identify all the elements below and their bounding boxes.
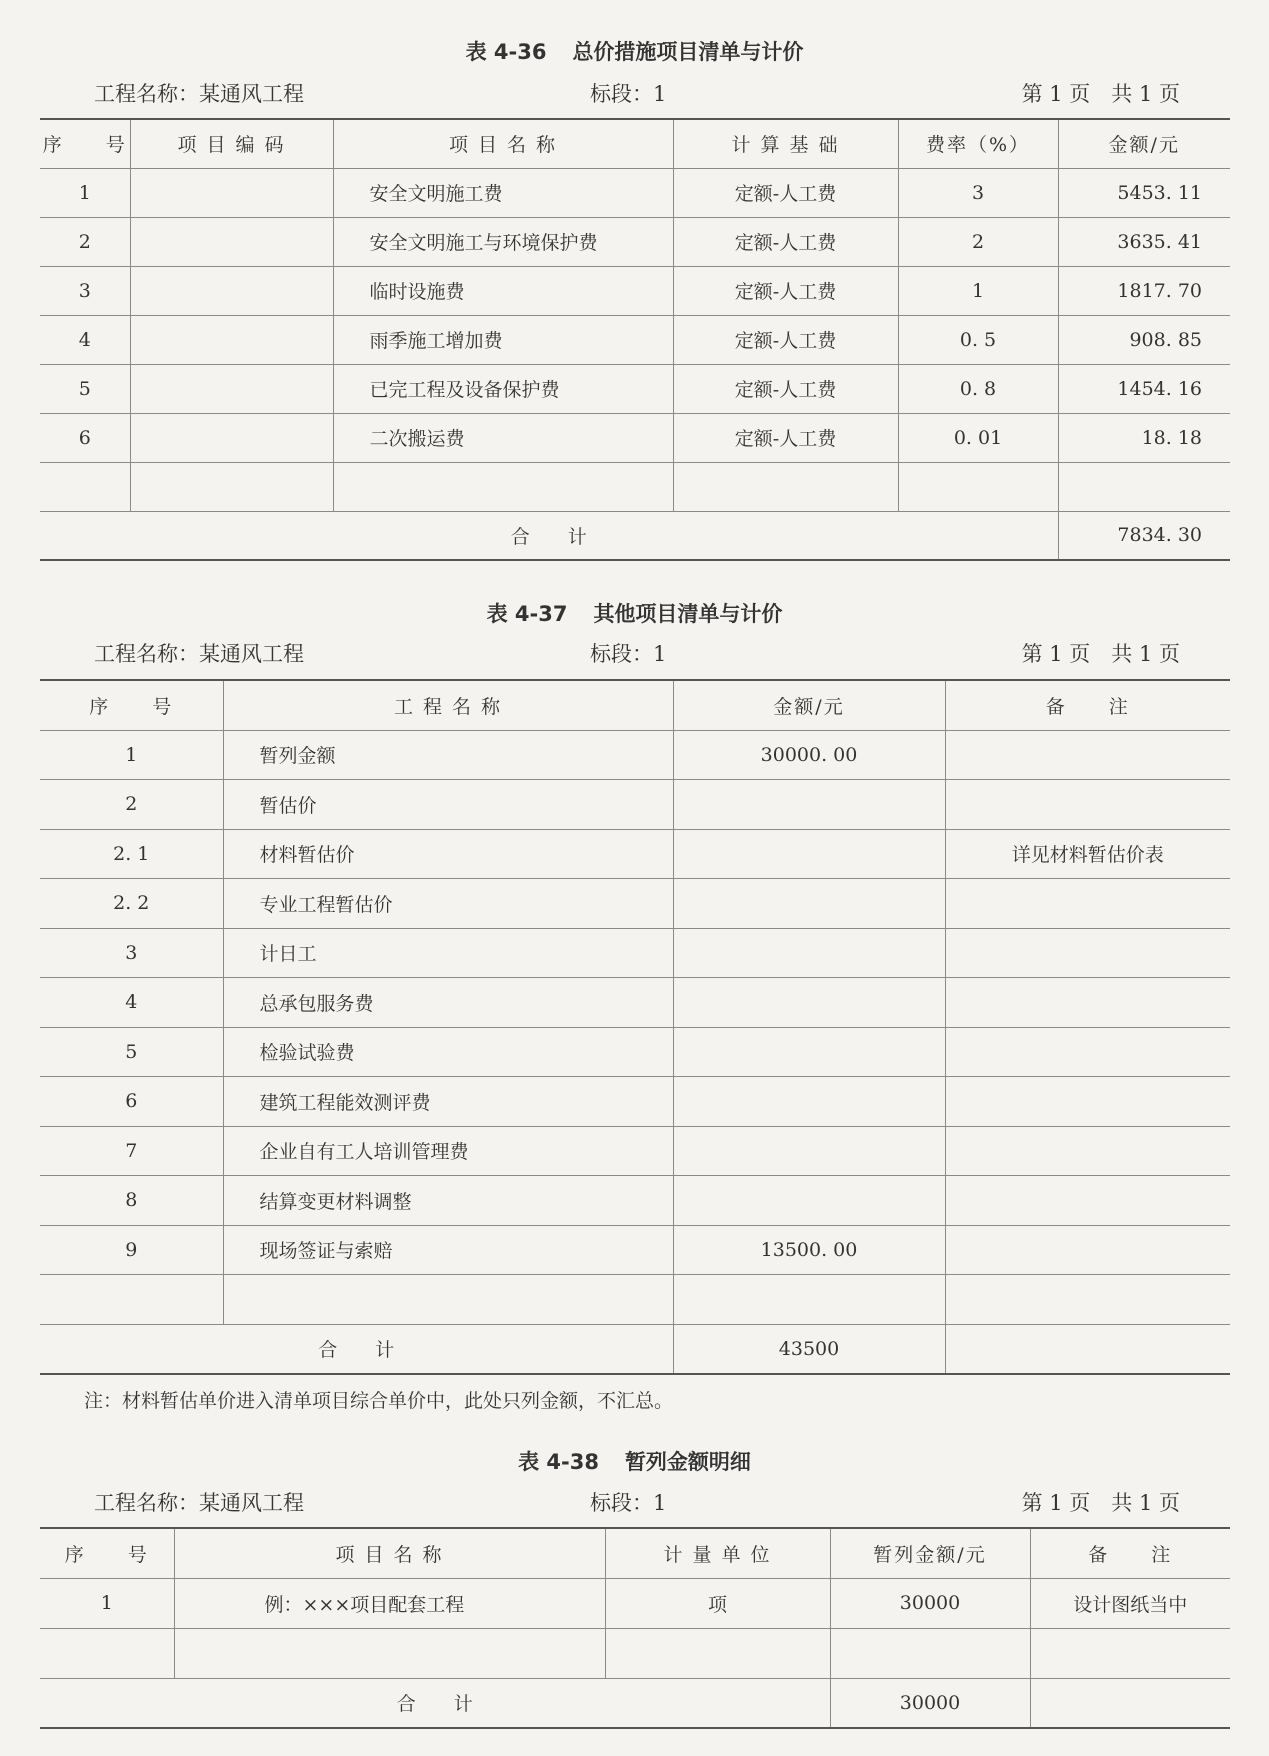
table-row	[40, 1176, 1230, 1226]
row-name: 雨季施工增加费	[333, 315, 673, 364]
row-name: 安全文明施工费	[333, 168, 673, 217]
row-no: 4	[40, 315, 130, 364]
row-amount: 5453. 11	[1058, 168, 1230, 217]
row-name: 暂列金额	[223, 730, 673, 780]
row-name: 安全文明施工与环境保护费	[333, 217, 673, 266]
row-amount: 908. 85	[1058, 315, 1230, 364]
table-row	[40, 364, 1230, 413]
row-remark	[945, 1126, 1230, 1176]
table38-header-amount: 暂列金额/元	[830, 1528, 1030, 1578]
row-name: 结算变更材料调整	[223, 1176, 673, 1226]
table-row	[40, 829, 1230, 879]
row-rate: 0. 8	[898, 364, 1058, 413]
row-base: 定额-人工费	[673, 168, 898, 217]
row-no: 3	[40, 266, 130, 315]
row-name: 已完工程及设备保护费	[333, 364, 673, 413]
row-no: 3	[40, 928, 223, 978]
row-amount: 30000. 00	[673, 730, 945, 780]
row-remark	[945, 1225, 1230, 1275]
table36-caption	[0, 36, 1269, 66]
table-row	[40, 978, 1230, 1028]
row-remark	[945, 780, 1230, 830]
table-row	[40, 1578, 1230, 1628]
table36-total-row	[40, 511, 1230, 560]
table38-total-amount: 30000	[830, 1678, 1030, 1728]
table36-caption-title: 总价措施项目清单与计价	[572, 40, 804, 64]
row-unit: 项	[605, 1578, 830, 1628]
table37-project-name: 工程名称：某通风工程	[94, 642, 304, 666]
row-no: 2. 2	[40, 879, 223, 929]
table-row	[40, 217, 1230, 266]
table38	[40, 1527, 1230, 1729]
row-amount: 30000	[830, 1578, 1030, 1628]
row-code	[130, 364, 333, 413]
table38-caption-title: 暂列金额明细	[624, 1450, 751, 1474]
table36-header-row	[40, 119, 1230, 168]
table-row-empty	[40, 1628, 1230, 1678]
row-no: 2	[40, 217, 130, 266]
row-remark	[945, 978, 1230, 1028]
table-row	[40, 1126, 1230, 1176]
row-code	[130, 168, 333, 217]
table-row	[40, 879, 1230, 929]
row-rate: 3	[898, 168, 1058, 217]
row-no: 5	[40, 364, 130, 413]
row-amount: 1817. 70	[1058, 266, 1230, 315]
table38-header-no: 序 号	[40, 1528, 174, 1578]
row-name: 检验试验费	[223, 1027, 673, 1077]
table36-page-number: 第 1 页 共 1 页	[1021, 82, 1180, 106]
table38-page-number: 第 1 页 共 1 页	[1021, 1491, 1180, 1515]
table37-header-remark: 备 注	[945, 680, 1230, 730]
table37	[40, 679, 1230, 1375]
row-remark	[945, 928, 1230, 978]
row-amount	[673, 1126, 945, 1176]
row-name: 企业自有工人培训管理费	[223, 1126, 673, 1176]
row-no: 6	[40, 1077, 223, 1127]
row-remark	[945, 1176, 1230, 1226]
table36-header-no: 序 号	[40, 119, 130, 168]
row-amount	[673, 879, 945, 929]
table36-header-name: 项 目 名 称	[333, 119, 673, 168]
table38-header-name: 项 目 名 称	[174, 1528, 605, 1578]
row-remark: 详见材料暂估价表	[945, 829, 1230, 879]
row-base: 定额-人工费	[673, 315, 898, 364]
table36-meta	[94, 78, 1180, 108]
table37-total-label: 合 计	[40, 1324, 673, 1374]
table37-total-amount: 43500	[673, 1324, 945, 1374]
table37-note: 注：材料暂估单价进入清单项目综合单价中，此处只列金额，不汇总。	[84, 1390, 674, 1412]
table38-total-row	[40, 1678, 1230, 1728]
table-row	[40, 266, 1230, 315]
table38-header-remark: 备 注	[1030, 1528, 1230, 1578]
row-no: 6	[40, 413, 130, 462]
table38-total-label: 合 计	[40, 1678, 830, 1728]
table36-header-base: 计 算 基 础	[673, 119, 898, 168]
table37-page-number: 第 1 页 共 1 页	[1021, 642, 1180, 666]
row-no: 1	[40, 1578, 174, 1628]
table36-caption-number: 表 4-36	[465, 40, 547, 64]
row-code	[130, 315, 333, 364]
table37-header-no: 序 号	[40, 680, 223, 730]
table38-caption-number: 表 4-38	[518, 1450, 599, 1474]
row-no: 1	[40, 730, 223, 780]
table-row	[40, 1077, 1230, 1127]
row-base: 定额-人工费	[673, 413, 898, 462]
row-base: 定额-人工费	[673, 266, 898, 315]
row-rate: 2	[898, 217, 1058, 266]
table36-section: 标段：1	[590, 82, 667, 106]
table38-section: 标段：1	[590, 1491, 667, 1515]
row-base: 定额-人工费	[673, 364, 898, 413]
row-name: 例：×××项目配套工程	[174, 1578, 605, 1628]
row-code	[130, 217, 333, 266]
row-no: 7	[40, 1126, 223, 1176]
row-base: 定额-人工费	[673, 217, 898, 266]
table-row	[40, 1027, 1230, 1077]
table37-caption	[0, 598, 1269, 628]
row-remark: 设计图纸当中	[1030, 1578, 1230, 1628]
row-rate: 0. 01	[898, 413, 1058, 462]
row-no: 5	[40, 1027, 223, 1077]
row-no: 8	[40, 1176, 223, 1226]
table36-total-label: 合 计	[40, 511, 1058, 560]
row-amount	[673, 829, 945, 879]
row-amount	[673, 1027, 945, 1077]
row-name: 现场签证与索赔	[223, 1225, 673, 1275]
table-row	[40, 730, 1230, 780]
table-row	[40, 413, 1230, 462]
table36-header-code: 项 目 编 码	[130, 119, 333, 168]
row-amount: 13500. 00	[673, 1225, 945, 1275]
row-rate: 1	[898, 266, 1058, 315]
table36-header-amount: 金额/元	[1058, 119, 1230, 168]
table37-caption-number: 表 4-37	[486, 602, 568, 626]
row-name: 材料暂估价	[223, 829, 673, 879]
table37-caption-title: 其他项目清单与计价	[593, 602, 783, 626]
row-name: 建筑工程能效测评费	[223, 1077, 673, 1127]
table37-meta	[94, 638, 1180, 668]
table36-header-rate: 费率（%）	[898, 119, 1058, 168]
row-name: 临时设施费	[333, 266, 673, 315]
row-amount	[673, 978, 945, 1028]
row-amount	[673, 780, 945, 830]
table-row	[40, 168, 1230, 217]
table-row	[40, 1225, 1230, 1275]
row-name: 暂估价	[223, 780, 673, 830]
table-row	[40, 315, 1230, 364]
row-amount	[673, 1077, 945, 1127]
row-remark	[945, 730, 1230, 780]
row-name: 总承包服务费	[223, 978, 673, 1028]
table36-total-amount: 7834. 30	[1058, 511, 1230, 560]
row-code	[130, 266, 333, 315]
table36	[40, 118, 1230, 561]
row-amount: 3635. 41	[1058, 217, 1230, 266]
table38-header-unit: 计 量 单 位	[605, 1528, 830, 1578]
table-row-empty	[40, 462, 1230, 511]
table37-total-row	[40, 1324, 1230, 1374]
table-row-empty	[40, 1275, 1230, 1325]
row-no: 4	[40, 978, 223, 1028]
row-remark	[945, 1077, 1230, 1127]
row-no: 2. 1	[40, 829, 223, 879]
row-amount	[673, 928, 945, 978]
row-amount	[673, 1176, 945, 1226]
table36-project-name: 工程名称：某通风工程	[94, 82, 304, 106]
table38-meta	[94, 1487, 1180, 1517]
table37-header-amount: 金额/元	[673, 680, 945, 730]
row-code	[130, 413, 333, 462]
table37-section: 标段：1	[590, 642, 667, 666]
row-no: 9	[40, 1225, 223, 1275]
row-no: 1	[40, 168, 130, 217]
row-name: 专业工程暂估价	[223, 879, 673, 929]
table37-header-name: 工 程 名 称	[223, 680, 673, 730]
table38-caption	[0, 1446, 1269, 1476]
row-amount: 1454. 16	[1058, 364, 1230, 413]
row-name: 计日工	[223, 928, 673, 978]
row-rate: 0. 5	[898, 315, 1058, 364]
table-row	[40, 928, 1230, 978]
row-remark	[945, 879, 1230, 929]
row-no: 2	[40, 780, 223, 830]
table38-project-name: 工程名称：某通风工程	[94, 1491, 304, 1515]
table38-header-row	[40, 1528, 1230, 1578]
table-row	[40, 780, 1230, 830]
row-remark	[945, 1027, 1230, 1077]
row-name: 二次搬运费	[333, 413, 673, 462]
row-amount: 18. 18	[1058, 413, 1230, 462]
table37-header-row	[40, 680, 1230, 730]
